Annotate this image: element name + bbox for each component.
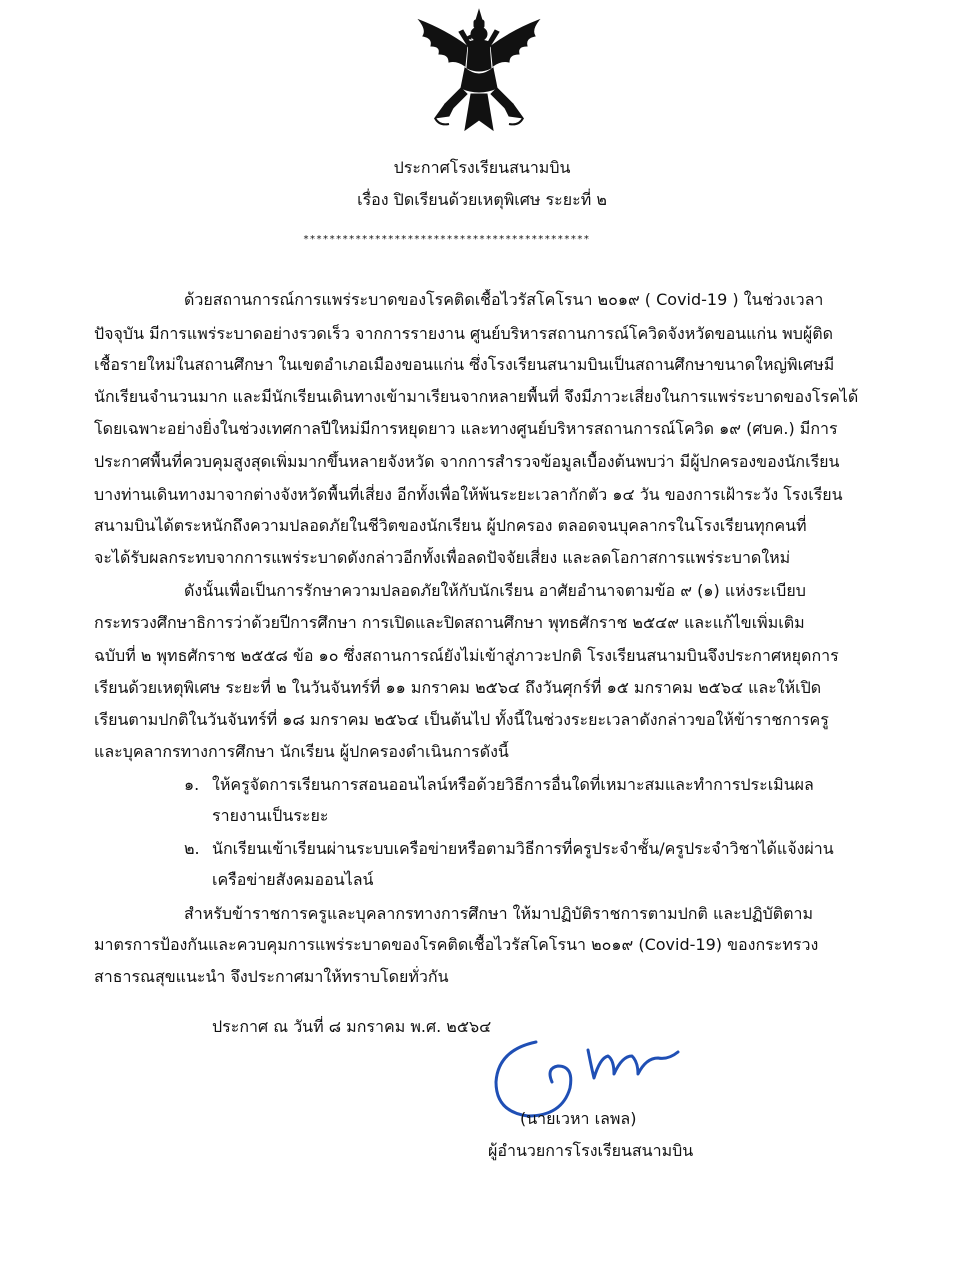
list-item-text: ให้ครูจัดการเรียนการสอนออนไลน์หรือด้วยวิธีการอื่นใดที่เหมาะสมและทำการประเมินผล bbox=[212, 775, 814, 794]
list-item-number: ๑. bbox=[184, 775, 200, 794]
paragraph2-line: กระทรวงศึกษาธิการว่าด้วยปีการศึกษา การเปิดและปิดสถานศึกษา พุทธศักราช ๒๕๔๙ และแก้ไขเพิ่มเติม bbox=[94, 613, 805, 632]
paragraph1-line: สนามบินได้ตระหนักถึงความปลอดภัยในชีวิตของนักเรียน ผู้ปกครอง ตลอดจนบุคลากรในโรงเรียนทุกคนที่ bbox=[94, 516, 807, 535]
separator-line: ******************************************** bbox=[303, 234, 590, 245]
announcement-issuer: ประกาศโรงเรียนสนามบิน bbox=[393, 158, 571, 177]
paragraph2-line: และบุคลากรทางการศึกษา นักเรียน ผู้ปกครองดำเนินการดังนี้ bbox=[94, 742, 509, 761]
handwritten-signature bbox=[488, 1030, 708, 1120]
list-item-text: เครือข่ายสังคมออนไลน์ bbox=[212, 870, 374, 889]
paragraph1-line: ปัจจุบัน มีการแพร่ระบาดอย่างรวดเร็ว จากการรายงาน ศูนย์บริหารสถานการณ์โควิดจังหวัดขอนแก่น พบผู้ติด bbox=[94, 324, 834, 343]
paragraph2-line: ดังนั้นเพื่อเป็นการรักษาความปลอดภัยให้กับนักเรียน อาศัยอำนาจตามข้อ ๙ (๑) แห่งระเบียบ bbox=[184, 581, 806, 600]
paragraph2-line: เรียนด้วยเหตุพิเศษ ระยะที่ ๒ ในวันจันทร์ที่ ๑๑ มกราคม ๒๕๖๔ ถึงวันศุกร์ที่ ๑๕ มกราคม ๒๕๖๔ และให้เปิด bbox=[94, 678, 822, 697]
paragraph3-line: มาตรการป้องกันและควบคุมการแพร่ระบาดของโรคติดเชื้อไวรัสโคโรนา ๒๐๑๙ (Covid-19) ของกระทรวง bbox=[94, 935, 819, 954]
signer-position: ผู้อำนวยการโรงเรียนสนามบิน bbox=[488, 1141, 694, 1160]
paragraph1-line: โดยเฉพาะอย่างยิ่งในช่วงเทศกาลปีใหม่มีการหยุดยาว และทางศูนย์บริหารสถานการณ์โควิด ๑๙ (ศบค.) มีการ bbox=[94, 419, 838, 438]
paragraph3-line: สำหรับข้าราชการครูและบุคลากรทางการศึกษา ให้มาปฏิบัติราชการตามปกติ และปฏิบัติตาม bbox=[184, 904, 814, 923]
announcement-subject: เรื่อง ปิดเรียนด้วยเหตุพิเศษ ระยะที่ ๒ bbox=[357, 190, 607, 209]
paragraph1-line: เชื้อรายใหม่ในสถานศึกษา ในเขตอำเภอเมืองขอนแก่น ซึ่งโรงเรียนสนามบินเป็นสถานศึกษาขนาดใหญ่พิเศษมี bbox=[94, 355, 835, 374]
list-item-number: ๒. bbox=[184, 839, 200, 858]
paragraph2-line: เรียนตามปกติในวันจันทร์ที่ ๑๘ มกราคม ๒๕๖๔ เป็นต้นไป ทั้งนี้ในช่วงระยะเวลาดังกล่าวขอให้ข้าราชการครู bbox=[94, 710, 829, 729]
announcement-date: ประกาศ ณ วันที่ ๘ มกราคม พ.ศ. ๒๕๖๔ bbox=[212, 1017, 492, 1036]
paragraph3-line: สาธารณสุขแนะนำ จึงประกาศมาให้ทราบโดยทั่วกัน bbox=[94, 967, 449, 986]
list-item-text: นักเรียนเข้าเรียนผ่านระบบเครือข่ายหรือตามวิธีการที่ครูประจำชั้น/ครูประจำวิชาได้แจ้งผ่าน bbox=[212, 839, 834, 858]
paragraph1-line: นักเรียนจำนวนมาก และมีนักเรียนเดินทางเข้ามาเรียนจากหลายพื้นที่ จึงมีภาวะเสี่ยงในการแพร่ระบาดของโรคได้ bbox=[94, 387, 859, 406]
paragraph1-line: ด้วยสถานการณ์การแพร่ระบาดของโรคติดเชื้อไวรัสโคโรนา ๒๐๑๙ ( Covid-19 ) ในช่วงเวลา bbox=[184, 290, 824, 309]
paragraph1-line: บางท่านเดินทางมาจากต่างจังหวัดพื้นที่เสี่ยง อีกทั้งเพื่อให้พ้นระยะเวลากักตัว ๑๔ วัน ของการเฝ้าระวัง โรงเรียน bbox=[94, 485, 843, 504]
paragraph1-line: จะได้รับผลกระทบจากการแพร่ระบาดดังกล่าวอีกทั้งเพื่อลดปัจจัยเสี่ยง และลดโอกาสการแพร่ระบาดใหม่ bbox=[94, 548, 791, 567]
signer-name: (นายเวหา เลพล) bbox=[520, 1109, 637, 1128]
paragraph1-line: ประกาศพื้นที่ควบคุมสูงสุดเพิ่มมากขึ้นหลายจังหวัด จากการสำรวจข้อมูลเบื้องต้นพบว่า มีผู้ปกครองของนักเรียน bbox=[94, 452, 840, 471]
list-item-text: รายงานเป็นระยะ bbox=[212, 806, 329, 825]
paragraph2-line: ฉบับที่ ๒ พุทธศักราช ๒๕๕๘ ข้อ ๑๐ ซึ่งสถานการณ์ยังไม่เข้าสู่ภาวะปกติ โรงเรียนสนามบินจึงประกาศหยุดการ bbox=[94, 646, 839, 665]
garuda-emblem-icon bbox=[405, 8, 553, 136]
